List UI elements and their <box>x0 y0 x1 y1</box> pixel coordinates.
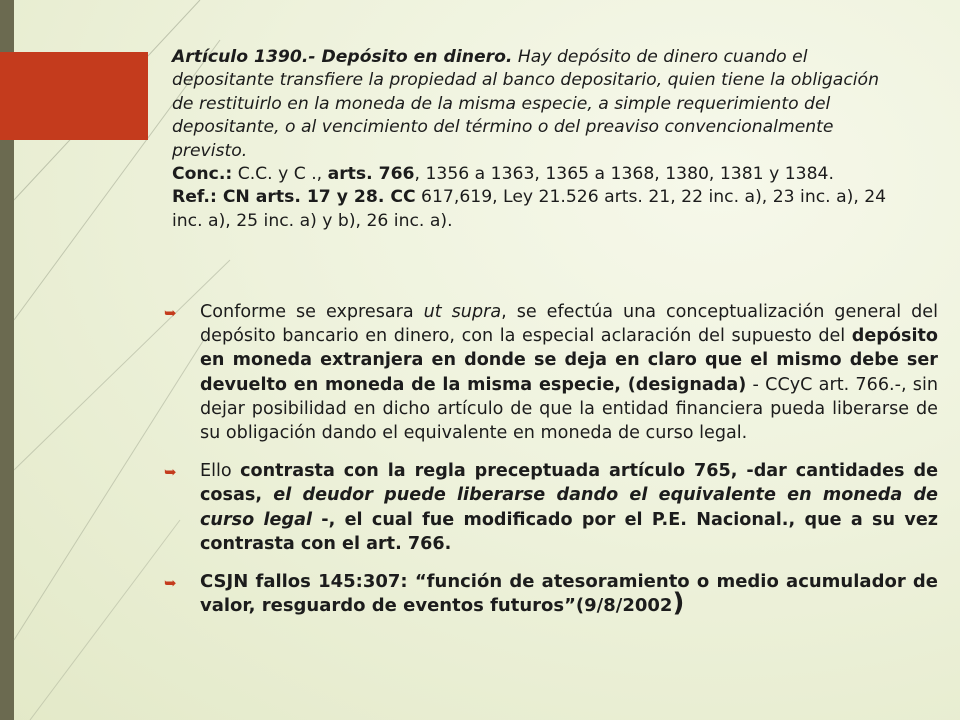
list-item <box>162 570 938 618</box>
ref-label: Ref.: CN arts. 17 y 28. CC <box>172 187 416 208</box>
article-body: Hay depósito de dinero cuando el depositante transfiere la propiedad al banco depositario, quien tiene la obligación de restituirlo en la moneda de la misma especie, a simple requerimiento del depositante, o al vencimiento del término o del preaviso convencionalmente previsto. <box>172 47 879 161</box>
ref-paragraph <box>172 186 902 233</box>
article-title: Artículo 1390.- Depósito en dinero. <box>172 47 513 67</box>
b3-paren: ) <box>672 588 685 619</box>
ref-rest: 617,619, Ley 21.526 arts. 21, 22 inc. a), 23 inc. a), 24 inc. a), 25 inc. a) y b), 26 inc. a). <box>172 187 887 231</box>
b1-text-2: , se efectúa una conceptualización general del depósito bancario en dinero, con la especial aclaración del supuesto del <box>200 302 939 347</box>
b1-text-3: - CCyC art. 766.-, sin dejar posibilidad en dicho artículo de que la entidad financiera pueda liberarse de su obligación dando el equivalente en moneda de curso legal. <box>200 374 938 444</box>
bullet-list <box>162 300 938 632</box>
conc-bold: arts. 766 <box>327 164 415 185</box>
red-arrow-bullet-icon: ➥ <box>164 304 177 322</box>
article-paragraph <box>172 46 902 163</box>
b2-text-1: Ello <box>200 461 241 482</box>
conc-paragraph <box>172 163 902 186</box>
b1-italic: ut supra <box>423 302 502 322</box>
b1-bold: depósito en moneda extranjera en donde se deja en claro que el mismo debe ser devuelto en moneda de la misma especie, (designada) <box>200 326 938 395</box>
b2-bold-italic: el deudor puede liberarse dando el equivalente en moneda de curso legal <box>200 485 938 530</box>
b3-bold: CSJN fallos 145:307: “función de atesoramiento o medio acumulador de valor, resguardo de eventos futuros”(9/8/2002 <box>200 571 938 617</box>
list-item <box>162 300 938 445</box>
red-arrow-bullet-icon: ➥ <box>164 463 177 482</box>
conc-label: Conc.: <box>172 164 233 185</box>
list-item <box>162 459 938 556</box>
conc-pre: C.C. y C ., <box>232 164 328 185</box>
conc-rest: , 1356 a 1363, 1365 a 1368, 1380, 1381 y 1384. <box>414 164 834 185</box>
accent-bar <box>0 52 148 140</box>
article-quote <box>172 46 902 233</box>
b2-bold-2: -, el cual fue modificado por el P.E. Nacional., que a su vez contrasta con el art. 766. <box>200 509 939 554</box>
b2-bold: contrasta con la regla preceptuada artículo 765, -dar cantidades de cosas, <box>200 461 939 506</box>
b1-text-1: Conforme se expresara <box>200 302 424 322</box>
red-arrow-bullet-icon: ➥ <box>164 574 177 593</box>
